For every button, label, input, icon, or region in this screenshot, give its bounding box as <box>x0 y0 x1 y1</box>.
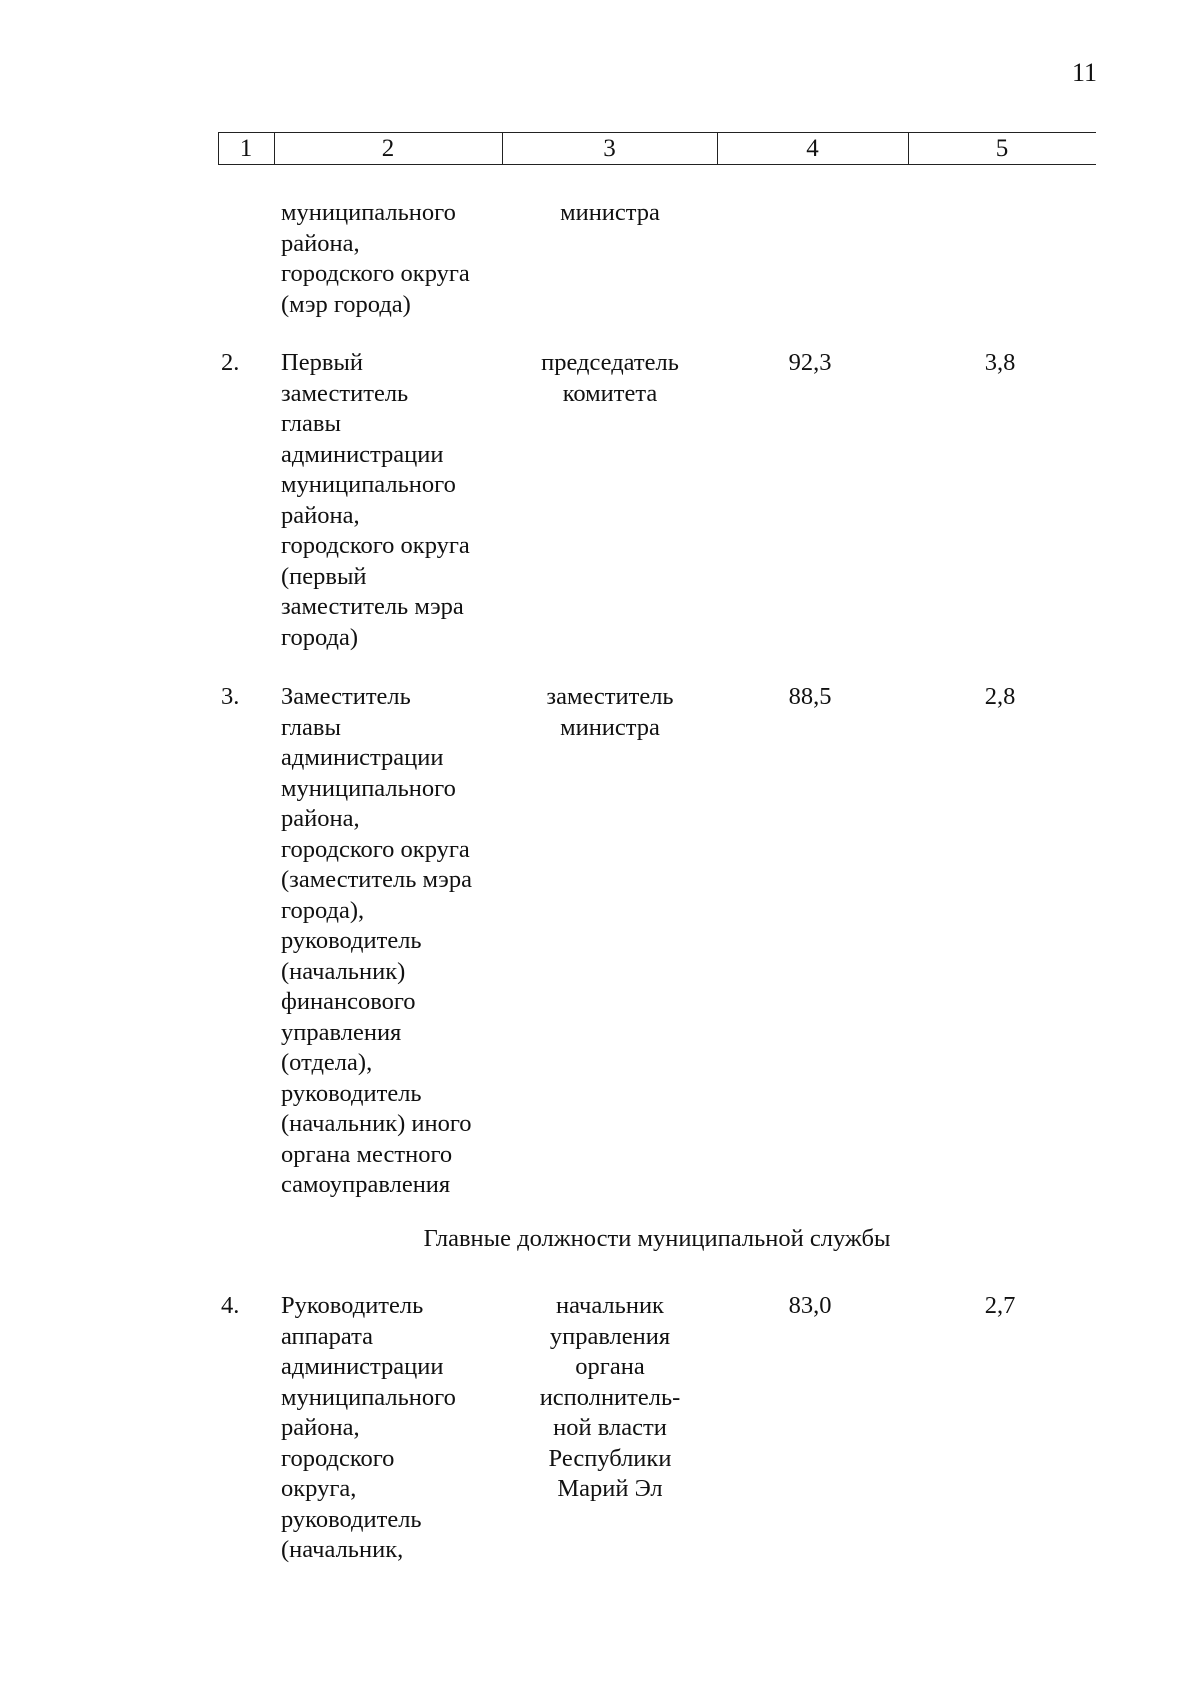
header-col-4: 4 <box>806 135 819 162</box>
position-title: Заместитель главы администрации муниципального района, городского округа (заместитель мэра города), руководитель (начальник) финансового управления (отдела), руководитель (начальник) иного органа местного самоуправления <box>281 683 472 1198</box>
equivalent-position: начальник управления органа исполнитель- ной власти Республики Марий Эл <box>539 1292 681 1502</box>
equivalent-position: председатель комитета <box>541 349 679 407</box>
row-number: 4. <box>221 1292 240 1319</box>
value-col-4: 92,3 <box>788 349 832 376</box>
equivalent-position: министра <box>560 199 660 226</box>
page-number: 11 <box>1072 58 1098 87</box>
position-title: муниципального района, городского округа (мэр города) <box>281 199 470 318</box>
value-col-5: 2,7 <box>984 1292 1016 1319</box>
row-number: 3. <box>221 683 240 710</box>
value-col-4: 83,0 <box>788 1292 832 1319</box>
value-col-5: 3,8 <box>984 349 1016 376</box>
section-heading: Главные должности муниципальной службы <box>423 1225 891 1252</box>
equivalent-position: заместитель министра <box>546 683 674 741</box>
header-col-1: 1 <box>239 135 253 162</box>
header-col-2: 2 <box>381 135 395 162</box>
header-col-3: 3 <box>603 135 616 162</box>
value-col-5: 2,8 <box>984 683 1016 710</box>
row-number: 2. <box>221 349 240 376</box>
value-col-4: 88,5 <box>788 683 832 710</box>
header-top-rule <box>218 132 1096 133</box>
position-title: Первый заместитель главы администрации муниципального района, городского округа (первый заместитель мэра города) <box>281 349 470 651</box>
position-title: Руководитель аппарата администрации муниципального района, городского округа, руководитель (начальник, <box>281 1292 456 1563</box>
header-bottom-rule <box>218 164 1096 165</box>
header-col-5: 5 <box>995 135 1009 162</box>
